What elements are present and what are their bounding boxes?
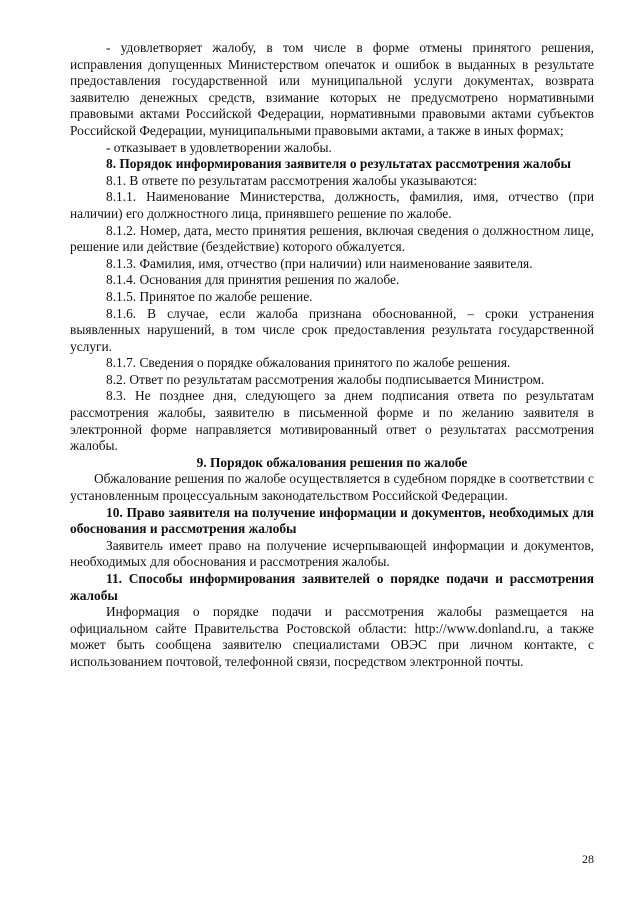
section-heading-8: 8. Порядок информирования заявителя о результатах рассмотрения жалобы [106, 156, 571, 172]
section-heading-10: 10. Право заявителя на получение информации и документов, необходимых для обоснования и рассмотрения жалобы [70, 504, 594, 537]
paragraph-8-1-2: 8.1.2. Номер, дата, место принятия решения, включая сведения о должностном лице, решение или действие (бездействие) которого обжалуется. [70, 222, 594, 255]
section-heading-11: 11. Способы информирования заявителей о порядке подачи и рассмотрения жалобы [70, 571, 594, 603]
paragraph-11: Информация о порядке подачи и рассмотрения жалобы размещается на официальном сайте Правительства Ростовской области: http://www.donland.ru, а также может быть сообщена заявителю специалистами ОВЭС при личном контакте, с использованием почтовой, телефонной связи, посредством электронной почты. [70, 604, 594, 669]
paragraph-refusal: - отказывает в удовлетворении жалобы. [106, 139, 332, 155]
paragraph-8-1-5: 8.1.5. Принятое по жалобе решение. [106, 288, 313, 304]
paragraph-8-3: 8.3. Не позднее дня, следующего за днем подписания ответа по результатам рассмотрения жалобы, заявителю в письменной форме и по желанию заявителя в электронной форме направляется мотивированный ответ о результатах рассмотрения жалобы. [70, 388, 594, 454]
paragraph-8-1-3: 8.1.3. Фамилия, имя, отчество (при наличии) или наименование заявителя. [106, 255, 533, 271]
page-number: 28 [582, 852, 594, 866]
paragraph-8-1-6: 8.1.6. В случае, если жалоба признана обоснованной, – сроки устранения выявленных нарушений, в том числе срок предоставления результата государственной услуги. [70, 305, 594, 354]
paragraph-8-1: 8.1. В ответе по результатам рассмотрения жалобы указываются: [106, 172, 478, 188]
paragraph-8-1-4: 8.1.4. Основания для принятия решения по жалобе. [106, 272, 400, 288]
paragraph-8-1-1: 8.1.1. Наименование Министерства, должность, фамилия, имя, отчество (при наличии) его должностного лица, принявшего решение по жалобе. [70, 189, 594, 221]
section-heading-9: 9. Порядок обжалования решения по жалобе [196, 454, 468, 470]
paragraph-8-1-7: 8.1.7. Сведения о порядке обжалования принятого по жалобе решения. [106, 355, 511, 371]
paragraph-10: Заявитель имеет право на получение исчерпывающей информации и документов, необходимых для обоснования и рассмотрения жалобы. [70, 537, 594, 570]
document-page [70, 40, 594, 671]
paragraph-9: Обжалование решения по жалобе осуществляется в судебном порядке в соответствии с установленным процессуальным законодательством Российской Федерации. [70, 471, 594, 504]
paragraph-8-2: 8.2. Ответ по результатам рассмотрения жалобы подписывается Министром. [106, 371, 545, 387]
paragraph-decision-options: - удовлетворяет жалобу, в том числе в форме отмены принятого решения, исправления допущенных Министерством опечаток и ошибок в выданных в результате предоставления государственной или муниципальной услуги документах, возврата заявителю денежных средств, взимание которых не предусмотрено нормативными правовыми актами Российской Федерации, нормативными правовыми актами субъектов Российской Федерации, муниципальными правовыми актами, а также в иных формах; [70, 40, 594, 138]
